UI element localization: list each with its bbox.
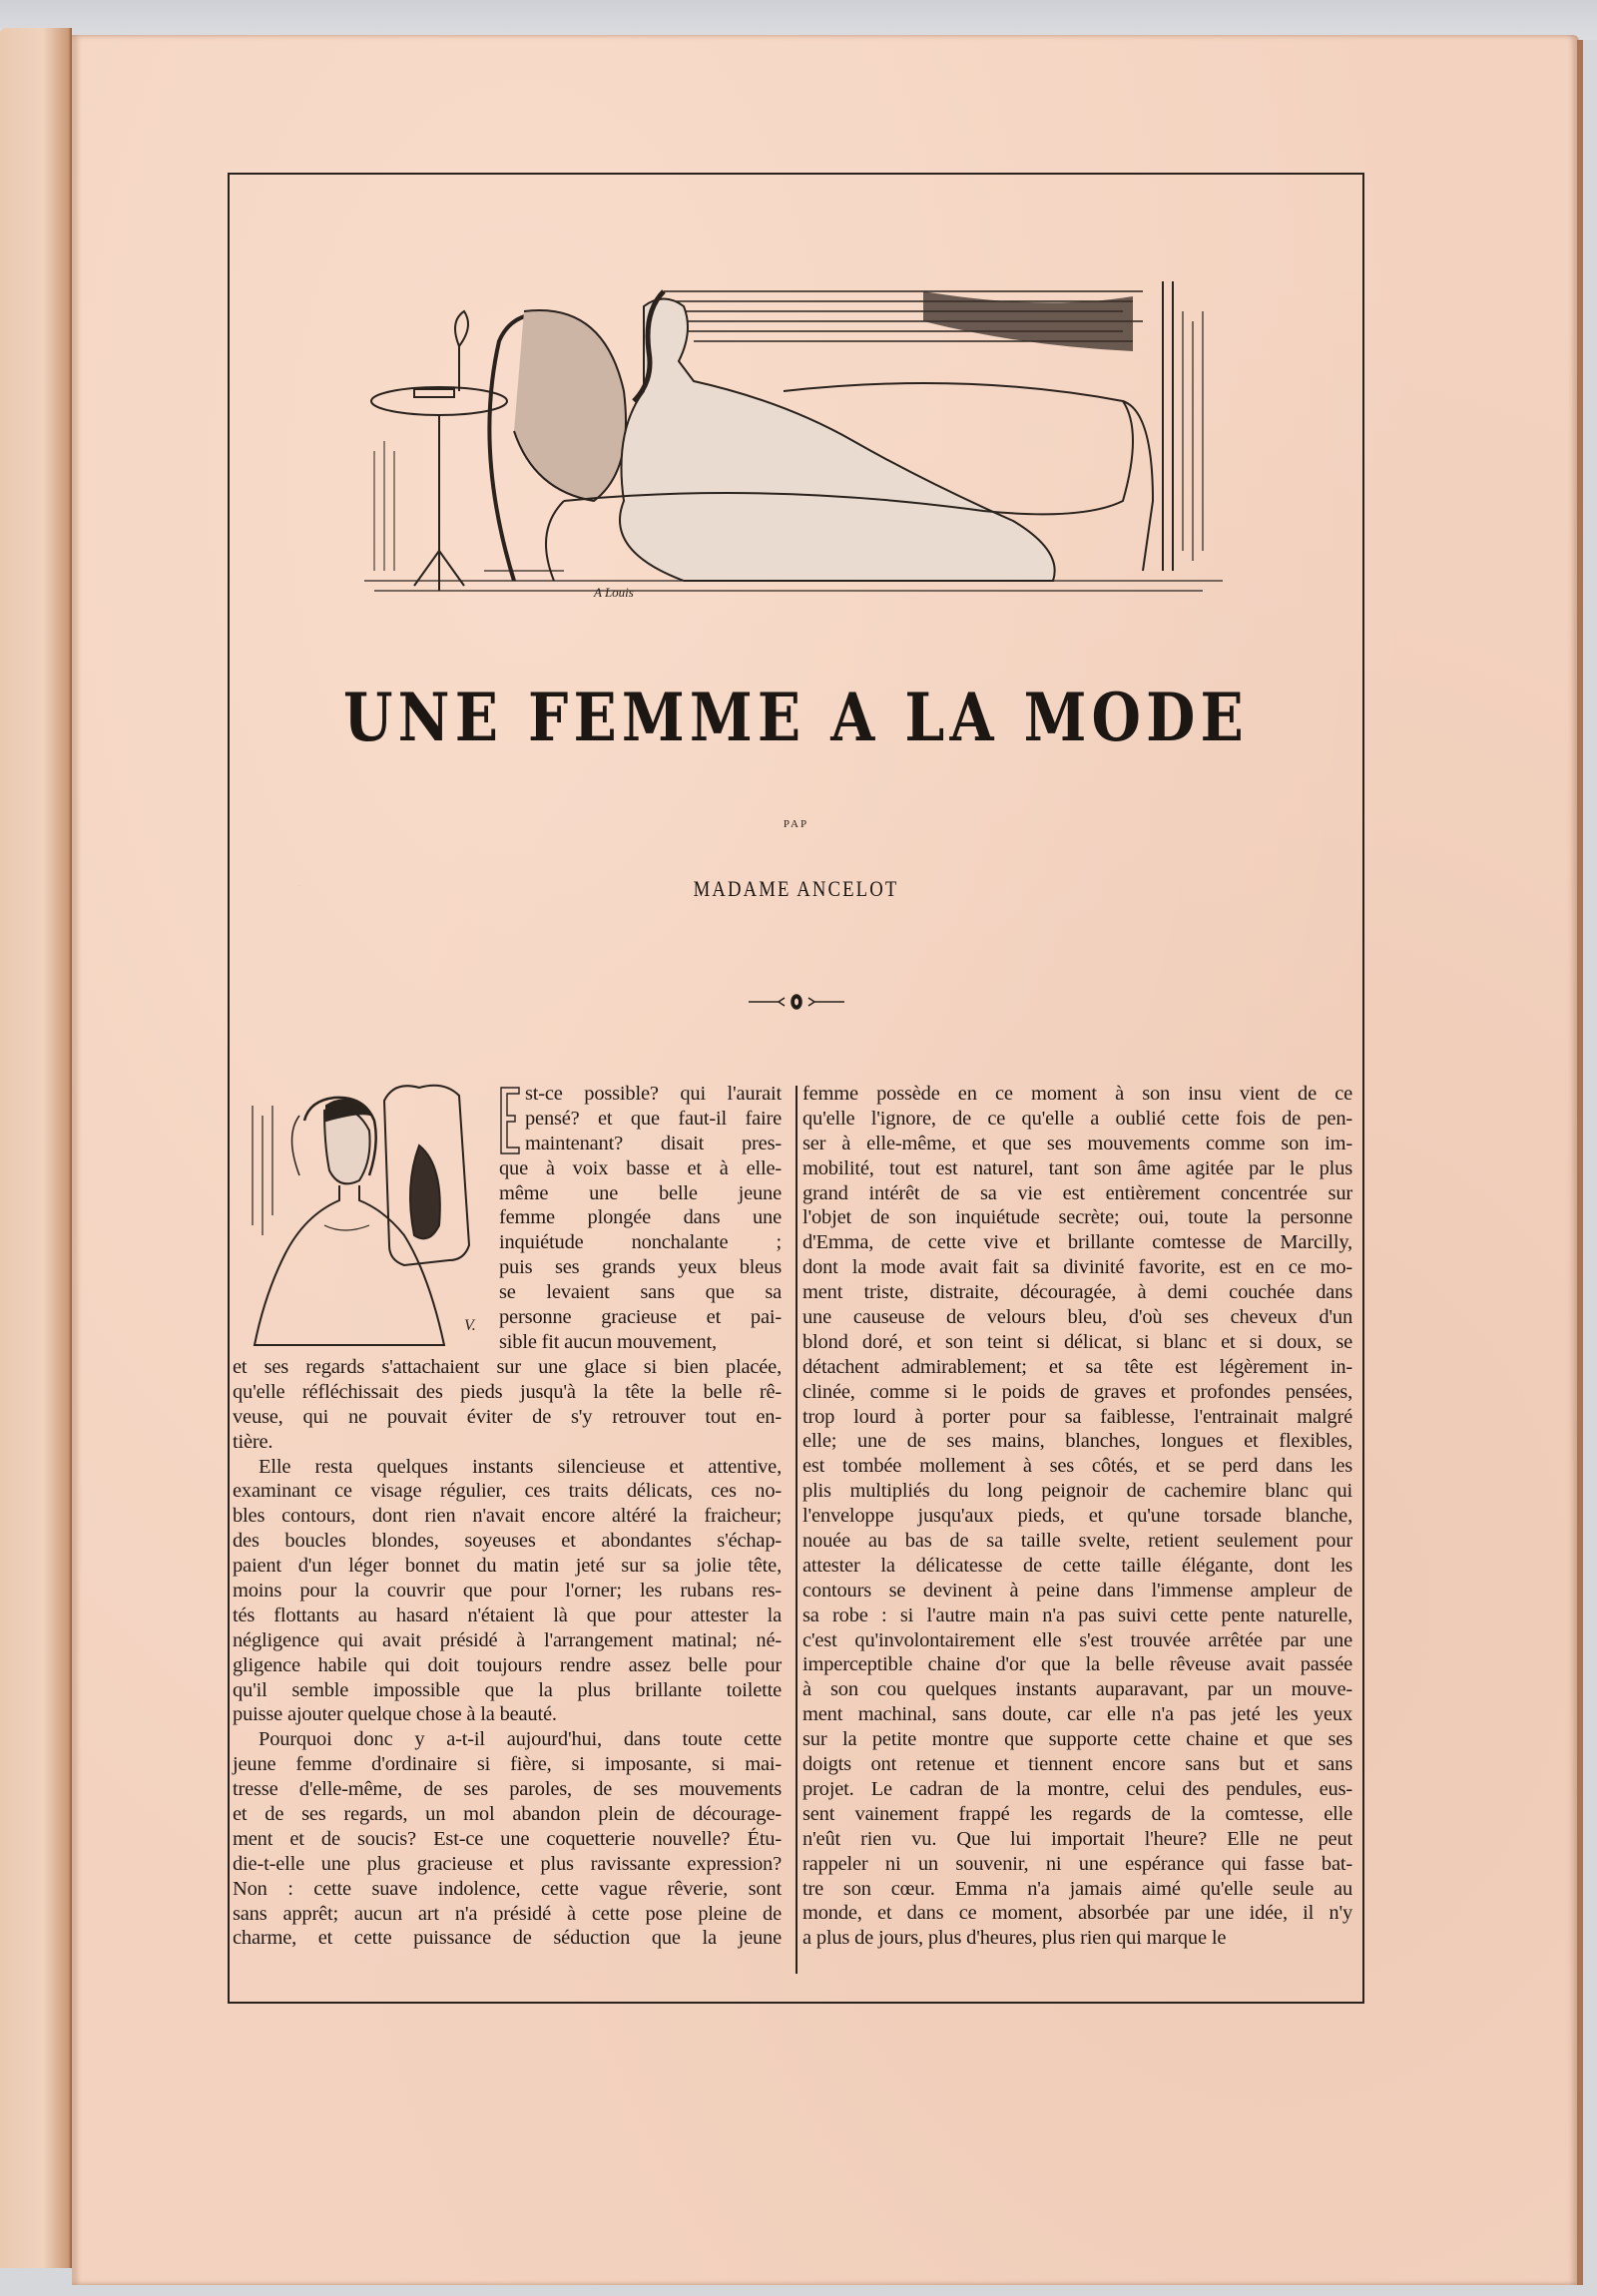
- text-line: tière.: [233, 1430, 273, 1453]
- text-line: tés flottants au hasard n'étaient là que pour attester la: [233, 1604, 782, 1626]
- text-line: ment machinal, sans doute, car elle n'a pas jeté les yeux: [802, 1703, 1352, 1726]
- inline-illustration-signature: V.: [464, 1317, 476, 1334]
- text-line: mobilité, tout est naturel, tant son âme agitée par le plus: [802, 1156, 1352, 1179]
- illustration-signature: A Louis: [594, 585, 634, 600]
- ornament-divider-icon: [747, 990, 846, 1014]
- text-line: n'eût rien vu. Que lui importait l'heure? Elle ne peut: [802, 1827, 1352, 1850]
- text-line: ser à elle-même, et que ses mouvements comme son im-: [802, 1132, 1352, 1154]
- text-line: a plus de jours, plus d'heures, plus rien qui marque le: [802, 1927, 1227, 1950]
- text-line: et ses regards s'attachaient sur une glace si bien placée,: [233, 1356, 782, 1378]
- article-title: UNE FEMME A LA MODE: [343, 679, 1249, 756]
- text-line: monde, et dans ce moment, absorbée par une idée, il n'y: [802, 1902, 1352, 1925]
- text-line: Pourquoi donc y a-t-il aujourd'hui, dans toute cette: [259, 1728, 782, 1751]
- text-line: nouée au bas de sa taille svelte, retient seulement pour: [802, 1530, 1352, 1553]
- text-line: dont la mode avait fait sa divinité favorite, est en ce mo-: [802, 1256, 1352, 1279]
- text-line: projet. Le cadran de la montre, celui des pendules, eus-: [802, 1777, 1352, 1800]
- text-line: trop lourd à porter pour sa faiblesse, l'entrainait malgré: [802, 1405, 1352, 1428]
- woman-at-mirror-illustration: [245, 1076, 499, 1350]
- text-line: tresse d'elle-même, de ses paroles, de ses mouvements: [233, 1778, 782, 1801]
- text-line: rappeler ni un souvenir, ni une espérance qui fasse bat-: [802, 1852, 1352, 1875]
- text-line: veuse, qui ne pouvait éviter de s'y retrouver tout en-: [233, 1405, 782, 1428]
- text-line: à son cou quelques instants auparavant, par un mouve-: [802, 1678, 1352, 1701]
- text-line: femme possède en ce moment à son insu vient de ce: [802, 1083, 1352, 1105]
- text-line: ment et de soucis? Est-ce une coquetterie nouvelle? Étu-: [233, 1827, 782, 1850]
- text-line: une causeuse de velours bleu, d'où ses cheveux d'un: [802, 1306, 1352, 1329]
- text-line: sans apprêt; aucun art n'a présidé à cette pose pleine de: [233, 1902, 782, 1925]
- text-line: tre son cœur. Emma n'a jamais aimé qu'elle seule au: [802, 1877, 1352, 1900]
- text-line: personne gracieuse et pai-: [499, 1306, 782, 1329]
- text-line: se levaient sans que sa: [499, 1281, 782, 1304]
- text-line: même une belle jeune: [499, 1181, 782, 1204]
- text-line: charme, et cette puissance de séduction que la jeune: [233, 1927, 782, 1950]
- text-line: l'objet de son inquiétude secrète; oui, toute la personne: [802, 1206, 1352, 1229]
- text-line: paient d'un léger bonnet du matin jeté sur sa jolie tête,: [233, 1555, 782, 1578]
- text-line: Elle resta quelques instants silencieuse et attentive,: [259, 1455, 782, 1478]
- text-line: imperceptible chaine d'or que la belle rêveuse avait passée: [802, 1653, 1352, 1676]
- text-line: clinée, comme si le poids de graves et profondes pensées,: [802, 1380, 1352, 1403]
- text-line: Non : cette suave indolence, cette vague rêverie, sont: [233, 1877, 782, 1900]
- text-line: et de ses regards, un mol abandon plein de décourage-: [233, 1803, 782, 1826]
- dropcap-letter: E: [299, 886, 300, 887]
- text-line: des boucles blondes, soyeuses et abondantes s'échap-: [233, 1530, 782, 1553]
- text-line: maintenant? disait pres-: [525, 1132, 782, 1154]
- column-divider: [796, 1086, 798, 1974]
- scan-background: [0, 0, 1597, 40]
- text-line: pensé? et que faut-il faire: [525, 1107, 782, 1130]
- text-line: sent vainement frappé les regards de la comtesse, elle: [802, 1802, 1352, 1825]
- text-line: sa robe : si l'autre main n'a pas suivi cette pente naturelle,: [802, 1604, 1352, 1626]
- text-line: moins pour la couvrir que pour l'orner; les rubans res-: [233, 1580, 782, 1603]
- text-line: qu'elle réfléchissait des pieds jusqu'à la tête la belle rê-: [233, 1380, 782, 1403]
- text-line: gligence habile qui doit toujours rendre assez belle pour: [233, 1653, 782, 1676]
- text-line: d'Emma, de cette vive et brillante comtesse de Marcilly,: [802, 1231, 1352, 1254]
- text-line: sur la petite montre que supporte cette chaine et que ses: [802, 1728, 1352, 1751]
- text-line: femme plongée dans une: [499, 1206, 782, 1229]
- article-left-column: [233, 1355, 782, 1951]
- text-line: blond doré, et son teint si délicat, si blanc et si doux, se: [802, 1330, 1352, 1353]
- text-line: doigts ont retenue et tiennent encore sans but et sans: [802, 1753, 1352, 1776]
- text-line: grand intérêt de sa vie est entièrement concentrée sur: [802, 1181, 1352, 1204]
- text-line: contours se devinent à peine dans l'immense ampleur de: [802, 1579, 1352, 1602]
- previous-page-edge: [0, 28, 72, 2268]
- text-line: puis ses grands yeux bleus: [499, 1256, 782, 1279]
- text-line: elle; une de ses mains, blanches, longues et flexibles,: [802, 1430, 1352, 1453]
- text-line: l'enveloppe jusqu'aux pieds, et qu'une torsade blanche,: [802, 1505, 1352, 1528]
- text-line: détachent admirablement; et sa tête est légèrement in-: [802, 1355, 1352, 1378]
- author-name: MADAME ANCELOT: [693, 876, 899, 901]
- text-line: négligence qui avait présidé à l'arrangement matinal; né-: [233, 1628, 782, 1651]
- text-line: jeune femme d'ordinaire si fière, si imposante, si mai-: [233, 1753, 782, 1776]
- text-line: die-t-elle une plus gracieuse et plus ravissante expression?: [233, 1852, 782, 1875]
- text-line: attester la délicatesse de cette taille élégante, dont les: [802, 1554, 1352, 1577]
- text-line: que à voix basse et à elle-: [499, 1156, 782, 1179]
- byline-par: PAP: [783, 818, 809, 830]
- text-line: ment triste, distraite, découragée, à demi couchée dans: [802, 1281, 1352, 1304]
- text-line: qu'elle l'ignore, de ce qu'elle a oublié cette fois de pen-: [802, 1107, 1352, 1130]
- text-line: plis multipliés du long peignoir de cachemire blanc qui: [802, 1480, 1352, 1503]
- text-line: bles contours, dont rien n'avait encore altéré la fraicheur;: [233, 1505, 782, 1528]
- text-line: est tombée mollement à ses côtés, et se perd dans les: [802, 1455, 1352, 1478]
- text-line: inquiétude nonchalante ;: [499, 1231, 782, 1254]
- woman-reclining-illustration: [364, 251, 1233, 601]
- text-line: st-ce possible? qui l'aurait: [525, 1083, 782, 1105]
- text-line: c'est qu'involontairement elle s'est trouvée arrêtée par une: [802, 1628, 1352, 1651]
- text-line: qu'il semble impossible que la plus brillante toilette: [233, 1678, 782, 1701]
- text-line: puisse ajouter quelque chose à la beauté.: [233, 1703, 557, 1726]
- article-right-column: [802, 1082, 1352, 1951]
- text-line: sible fit aucun mouvement,: [499, 1330, 717, 1353]
- page-edge: [1577, 40, 1583, 2285]
- article-left-column-wrapped: [499, 1082, 782, 1355]
- text-line: examinant ce visage régulier, ces traits délicats, ces no-: [233, 1480, 782, 1503]
